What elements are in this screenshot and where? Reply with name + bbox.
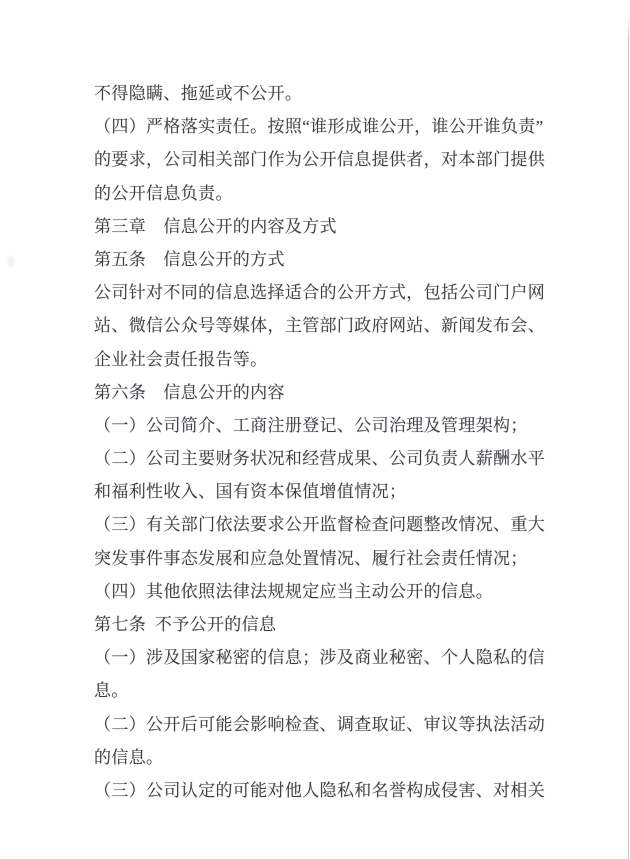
scan-artifact-smudge (6, 254, 16, 268)
document-line: 的信息。 (94, 747, 164, 767)
document-line: （四）严格落实责任。按照“谁形成谁公开，谁公开谁负责” (94, 117, 544, 137)
scan-page-edge-line (628, 13, 630, 859)
document-heading-chapter: 第三章 信息公开的内容及方式 (94, 216, 337, 236)
document-line: 企业社会责任报告等。 (94, 349, 268, 369)
document-line: 突发事件事态发展和应急处置情况、履行社会责任情况； (94, 548, 528, 568)
document-line: （一）涉及国家秘密的信息；涉及商业秘密、个人隐私的信 (94, 648, 546, 668)
document-heading-article: 第六条 信息公开的内容 (94, 382, 285, 402)
document-heading-article: 第五条 信息公开的方式 (94, 249, 285, 269)
document-text-block (94, 77, 560, 807)
document-line: 和福利性收入、国有资本保值增值情况； (94, 482, 407, 502)
document-line: 的要求，公司相关部门作为公开信息提供者，对本部门提供 (94, 150, 546, 170)
document-line: （二）公司主要财务状况和经营成果、公司负责人薪酬水平 (94, 449, 546, 469)
document-line: （二）公开后可能会影响检查、调查取证、审议等执法活动 (94, 714, 546, 734)
document-line: 的公开信息负责。 (94, 183, 233, 203)
document-heading-article: 第七条 不予公开的信息 (94, 615, 277, 634)
document-line: （三）公司认定的可能对他人隐私和名誉构成侵害、对相关 (94, 780, 546, 800)
document-line: 站、微信公众号等媒体，主管部门政府网站、新闻发布会、 (94, 316, 546, 336)
document-line: 公司针对不同的信息选择适合的公开方式，包括公司门户网 (94, 283, 546, 303)
document-line: （四）其他依照法律法规规定应当主动公开的信息。 (94, 581, 494, 601)
document-line: （一）公司简介、工商注册登记、公司治理及管理架构； (94, 415, 528, 435)
document-line: （三）有关部门依法要求公开监督检查问题整改情况、重大 (94, 515, 546, 535)
document-line: 息。 (94, 681, 129, 701)
document-line: 不得隐瞒、拖延或不公开。 (94, 84, 303, 103)
